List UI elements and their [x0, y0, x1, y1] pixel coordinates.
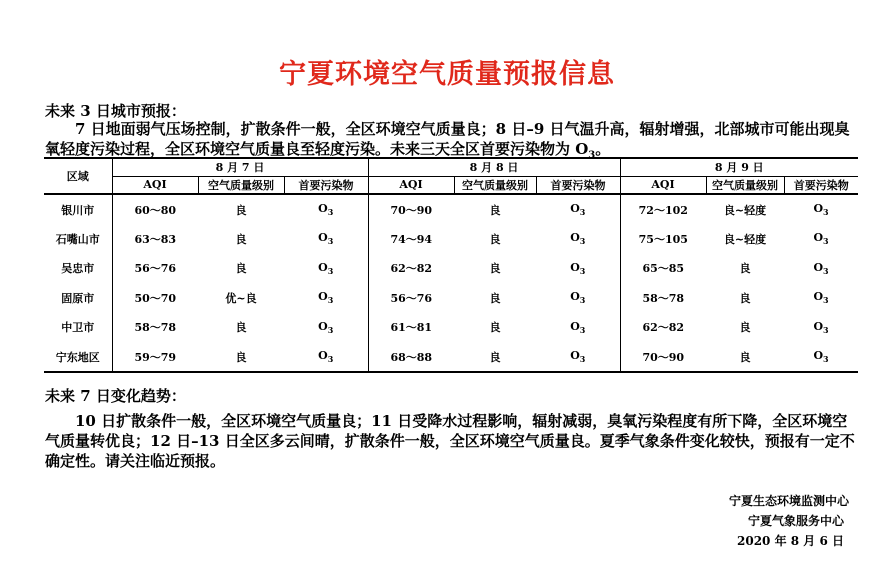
aqi-cell: 72～102	[620, 194, 706, 224]
pollutant-cell: $O_3$	[284, 342, 368, 372]
pollutant-cell: $O_3$	[813, 260, 829, 277]
level-cell: 良	[235, 233, 247, 247]
aqi-cell: 58～78	[112, 313, 198, 342]
subheader-pollutant: 首要污染物	[284, 176, 368, 194]
aqi-cell: 58～78	[620, 283, 706, 312]
level-cell: 良	[706, 342, 784, 372]
region-header: 区域	[44, 158, 112, 194]
aqi-cell: 68～88	[368, 342, 454, 372]
region-cell: 银川市	[61, 203, 95, 217]
pollutant-cell: $O_3$	[570, 231, 586, 247]
region-cell: 吴忠市	[61, 262, 95, 276]
region-cell: 宁东地区	[44, 342, 112, 372]
level-cell: 良	[739, 291, 751, 305]
pollutant-cell: $O_3$	[570, 202, 586, 218]
region-cell: 石嘴山市	[55, 233, 100, 247]
page-title: 宁夏环境空气质量预报信息	[279, 59, 615, 90]
date-header-2: 8 月 8 日	[368, 158, 620, 176]
aqi-cell: 63～83	[112, 224, 198, 253]
aqi-cell: 70～90	[620, 342, 706, 372]
pollutant-cell: $O_3$	[813, 290, 829, 306]
aqi-cell: 62～82	[620, 313, 706, 342]
table-row	[44, 342, 858, 372]
subheader-aqi: AQI	[368, 176, 454, 194]
pollutant-cell: $O_3$	[318, 260, 334, 277]
aqi-cell: 75～105	[620, 224, 706, 253]
level-cell: 良	[454, 342, 536, 372]
subheader-level: 空气质量级别	[454, 176, 536, 194]
region-cell: 中卫市	[61, 321, 95, 335]
aqi-cell: 59～79	[112, 342, 198, 372]
aqi-cell: 74～94	[368, 224, 454, 253]
table-row	[44, 254, 858, 283]
forecast-3day-paragraph: 7 日地面弱气压场控制，扩散条件一般，全区环境空气质量良；8 日–9 日气温升高，辐射增强，北部城市可能出现臭氧轻度污染过程，全区环境空气质量良至轻度污染。未来三天全区首要污染物为 $O_3$。	[45, 120, 850, 161]
pollutant-cell: $O_3$	[318, 290, 334, 306]
level-cell: 优~良	[225, 291, 257, 305]
aqi-cell: 70～90	[368, 194, 454, 224]
aqi-cell: 56～76	[368, 283, 454, 312]
aqi-cell: 60～80	[112, 194, 198, 224]
subheader-aqi: AQI	[112, 176, 198, 194]
subheader-level: 空气质量级别	[198, 176, 284, 194]
level-cell: 良	[739, 321, 751, 335]
aqi-cell: 56～76	[112, 254, 198, 283]
aqi-cell: 50～70	[112, 283, 198, 312]
level-cell: 良	[489, 233, 501, 247]
pollutant-cell: $O_3$	[318, 202, 334, 218]
level-cell: 良	[235, 321, 247, 335]
pollutant-cell: $O_3$	[813, 231, 829, 247]
pollutant-cell: $O_3$	[318, 319, 334, 335]
pollutant-cell: $O_3$	[784, 342, 858, 372]
pollutant-cell: $O_3$	[570, 260, 586, 277]
footer-org-2: 宁夏气象服务中心	[747, 514, 844, 528]
aqi-cell: 62～82	[368, 254, 454, 283]
aqi-cell: 61～81	[368, 313, 454, 342]
level-cell: 良~轻度	[723, 233, 767, 247]
aqi-cell: 65～85	[620, 254, 706, 283]
pollutant-cell: $O_3$	[570, 319, 586, 335]
level-cell: 良	[489, 203, 501, 217]
table-row	[44, 283, 858, 312]
level-cell: 良	[198, 342, 284, 372]
table-row	[44, 194, 858, 224]
trend-7day-paragraph: 10 日扩散条件一般，全区环境空气质量良；11 日受降水过程影响，辐射减弱，臭氧污染程度有所下降，全区环境空气质量转优良；12 日–13 日全区多云间晴，扩散条件一般，全区环境空气质量良。夏季气象条件变化较快，预报有一定不确定性。请关注临近预报。	[45, 412, 855, 470]
level-cell: 良	[489, 262, 501, 276]
date-header-1: 8 月 7 日	[112, 158, 368, 176]
level-cell: 良	[235, 262, 247, 276]
level-cell: 良~轻度	[723, 203, 767, 217]
trend-7day-heading: 未来 7 日变化趋势：	[45, 387, 186, 405]
level-cell: 良	[235, 203, 247, 217]
pollutant-cell: $O_3$	[813, 202, 829, 218]
level-cell: 良	[739, 262, 751, 276]
footer-org-1: 宁夏生态环境监测中心	[728, 494, 849, 508]
region-cell: 固原市	[61, 291, 95, 305]
date-header-3: 8 月 9 日	[620, 158, 858, 176]
pollutant-cell: $O_3$	[318, 231, 334, 247]
forecast-table	[44, 157, 858, 373]
table-row	[44, 224, 858, 253]
subheader-level: 空气质量级别	[706, 176, 784, 194]
subheader-aqi: AQI	[620, 176, 706, 194]
subheader-pollutant: 首要污染物	[784, 176, 858, 194]
forecast-3day-heading: 未来 3 日城市预报：	[45, 102, 186, 120]
table-row	[44, 313, 858, 342]
subheader-pollutant: 首要污染物	[536, 176, 620, 194]
level-cell: 良	[489, 321, 501, 335]
pollutant-cell: $O_3$	[536, 342, 620, 372]
level-cell: 良	[489, 291, 501, 305]
pollutant-cell: $O_3$	[570, 290, 586, 306]
pollutant-cell: $O_3$	[813, 319, 829, 335]
footer-date: 2020 年 8 月 6 日	[737, 534, 844, 548]
